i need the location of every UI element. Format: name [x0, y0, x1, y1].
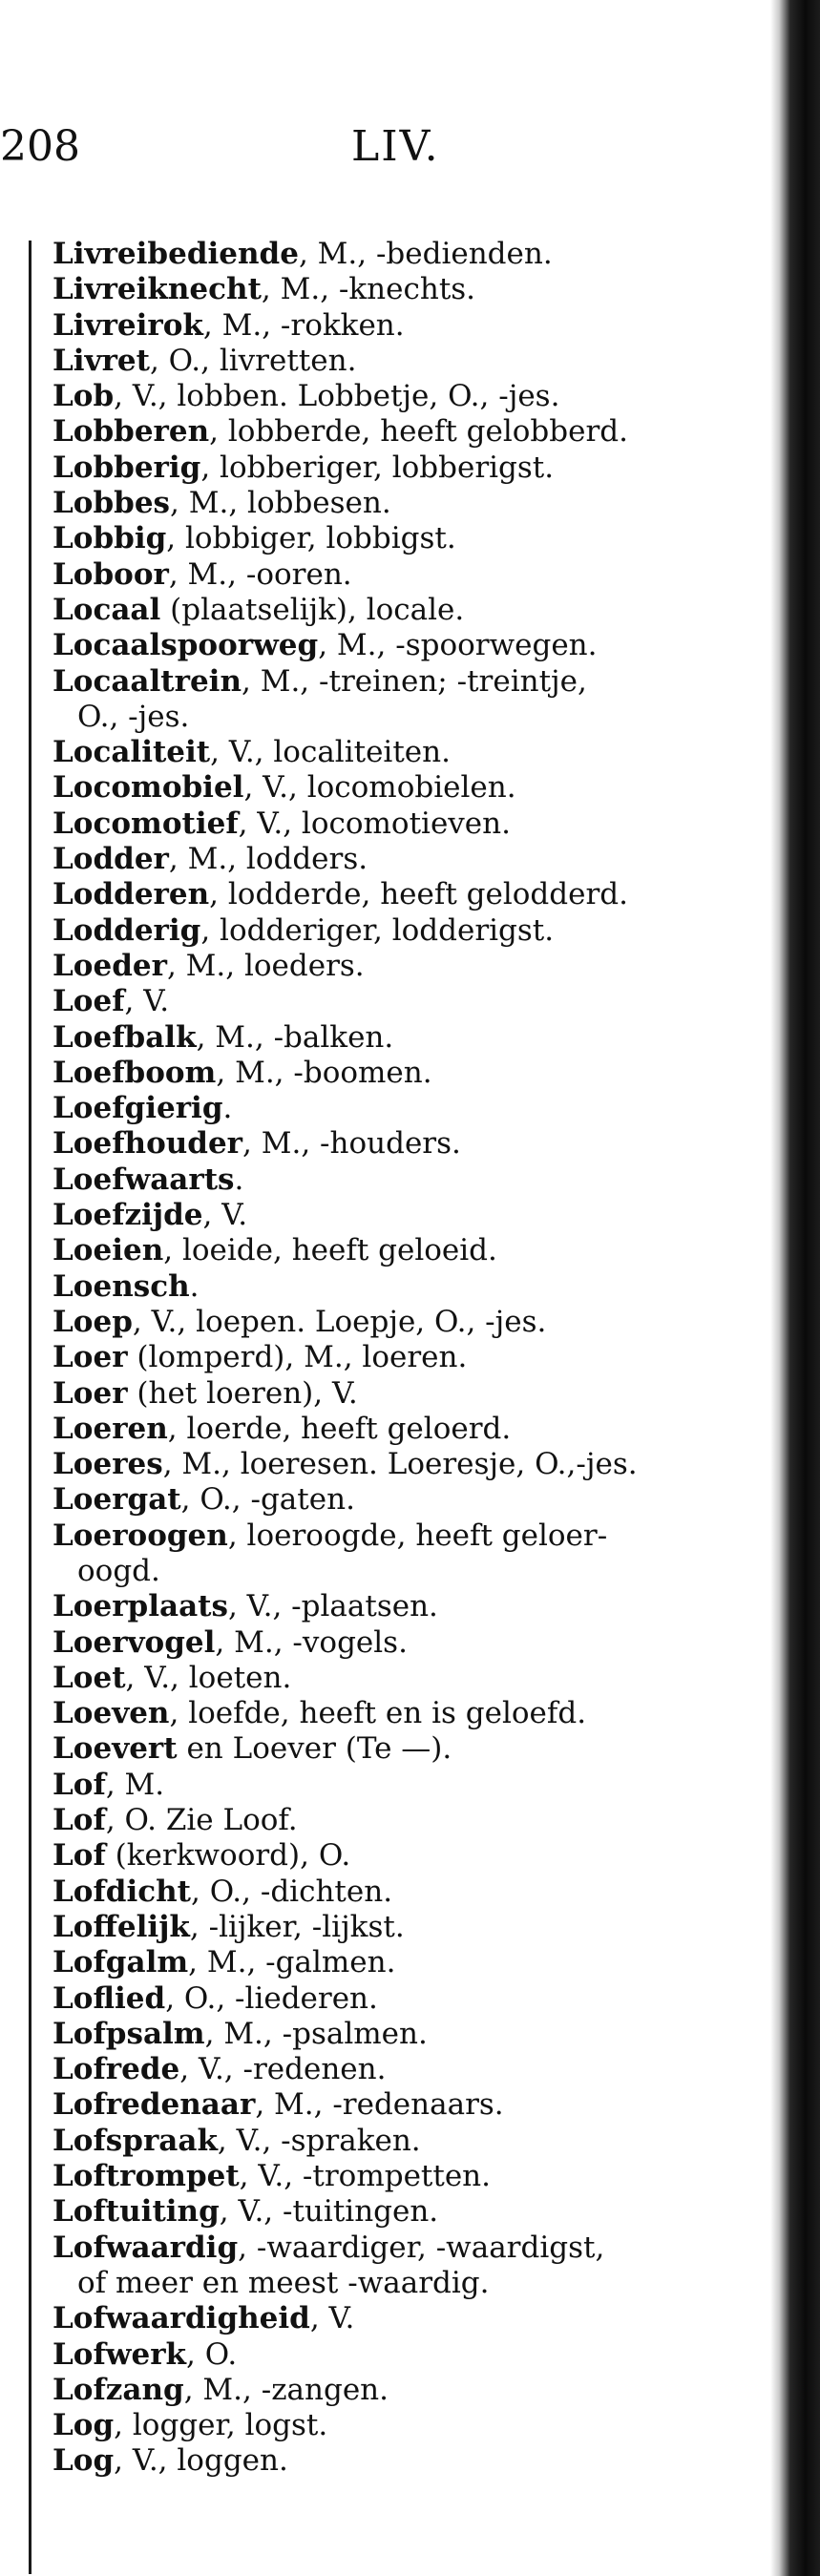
- entry-headword: Lofspraak: [53, 2123, 218, 2158]
- page-number: 208: [0, 122, 80, 171]
- dictionary-entry: [53, 1838, 759, 1874]
- entry-headword: Loefwaarts: [53, 1162, 235, 1197]
- entry-headword: Loefgierig: [53, 1091, 223, 1126]
- entry-definition: , V., localiteiten.: [210, 735, 451, 770]
- entry-continuation: oogd.: [77, 1553, 160, 1588]
- dictionary-entry: [53, 2017, 759, 2052]
- entry-headword: Loeder: [53, 948, 167, 983]
- entry-definition: (kerkwoord), O.: [105, 1838, 351, 1874]
- entry-definition: , logger, logst.: [114, 2408, 328, 2443]
- entry-definition: , O., livretten.: [149, 343, 357, 378]
- entry-headword: Log: [53, 2443, 115, 2479]
- dictionary-entry: [53, 1020, 759, 1056]
- entry-definition: , M., -boomen.: [216, 1055, 432, 1090]
- dictionary-entry: [53, 2408, 759, 2443]
- entry-headword: Loftrompet: [53, 2159, 240, 2194]
- entry-headword: Livreirok: [53, 307, 203, 343]
- entry-definition: , loefde, heeft en is geloefd.: [169, 1696, 587, 1731]
- entry-definition: , V., -plaatsen.: [227, 1589, 438, 1624]
- dictionary-entry: [53, 521, 759, 556]
- entry-headword: Lofgalm: [53, 1945, 189, 1980]
- dictionary-entry: [53, 414, 759, 450]
- entry-headword: Log: [53, 2408, 115, 2443]
- dictionary-entry: [53, 1696, 759, 1731]
- dictionary-entry: [53, 2443, 759, 2479]
- dictionary-entry: [53, 1518, 759, 1590]
- dictionary-entry: [53, 1625, 759, 1661]
- entry-headword: Lofwaardigheid: [53, 2301, 310, 2336]
- book-spine-shadow: [770, 0, 820, 2576]
- entry-definition: , lodderiger, lodderigst.: [200, 912, 555, 948]
- dictionary-entry: [53, 593, 759, 628]
- dictionary-entry: [53, 1803, 759, 1838]
- entry-headword: Locomobiel: [53, 770, 244, 806]
- entry-headword: Lobberig: [53, 450, 201, 485]
- entry-definition: , V., loggen.: [114, 2443, 288, 2479]
- entry-headword: Loevert: [53, 1731, 178, 1767]
- entry-headword: Locomotief: [53, 806, 239, 841]
- entry-headword: Loeroogen: [53, 1518, 228, 1553]
- entry-definition: (plaatselijk), locale.: [160, 592, 465, 627]
- entry-headword: Loer: [53, 1375, 128, 1411]
- entry-headword: Loervogel: [53, 1624, 216, 1660]
- entry-definition: , M.: [105, 1767, 165, 1802]
- entry-definition: , M., -houders.: [242, 1126, 461, 1162]
- dictionary-entry: [53, 2194, 759, 2230]
- entry-headword: Lof: [53, 1803, 106, 1838]
- dictionary-entry: [53, 628, 759, 663]
- entry-definition: , lobbiger, lobbigst.: [166, 521, 456, 556]
- entry-definition: , M., -vogels.: [215, 1624, 408, 1660]
- entry-headword: Loensch: [53, 1268, 190, 1304]
- dictionary-entry: [53, 842, 759, 877]
- dictionary-entry: [53, 1126, 759, 1162]
- dictionary-entry: [53, 308, 759, 344]
- dictionary-entry: [53, 1091, 759, 1126]
- dictionary-entry: [53, 1412, 759, 1447]
- dictionary-entry: [53, 2373, 759, 2408]
- entry-definition: .: [222, 1091, 233, 1126]
- entry-definition: , lodderde, heeft gelodderd.: [209, 877, 628, 912]
- column-rule: [29, 241, 32, 2574]
- entry-headword: Lodderig: [53, 912, 201, 948]
- entry-headword: Loefzijde: [53, 1198, 203, 1233]
- entry-headword: Loeven: [53, 1696, 170, 1731]
- dictionary-entry: [53, 1376, 759, 1412]
- entry-definition: , V., loeten.: [125, 1660, 292, 1695]
- entry-headword: Lobbes: [53, 486, 171, 521]
- entry-definition: , V.: [124, 984, 170, 1019]
- entry-headword: Loef: [53, 984, 125, 1019]
- dictionary-entry: [53, 949, 759, 984]
- entry-definition: , V., locomotieven.: [238, 806, 511, 841]
- entry-headword: Locaaltrein: [53, 663, 242, 699]
- dictionary-entry: [53, 1768, 759, 1803]
- dictionary-entry: [53, 1056, 759, 1091]
- dictionary-entry: [53, 272, 759, 307]
- entry-definition: , loeroogde, heeft geloer-: [227, 1518, 608, 1553]
- dictionary-entry: [53, 450, 759, 486]
- entry-headword: Loerplaats: [53, 1589, 228, 1624]
- dictionary-entry: [53, 2087, 759, 2123]
- entry-definition: (lomperd), M., loeren.: [127, 1340, 468, 1375]
- entry-definition: , M., loeresen. Loeresje, O.,-jes.: [162, 1447, 638, 1482]
- entry-headword: Lob: [53, 379, 115, 414]
- entry-definition: , V., loepen. Loepje, O., -jes.: [132, 1304, 547, 1339]
- dictionary-entry: [53, 2230, 759, 2302]
- dictionary-entry: [53, 984, 759, 1019]
- entry-definition: , M., -rokken.: [202, 307, 405, 343]
- entry-definition: .: [189, 1268, 200, 1304]
- entry-headword: Loftuiting: [53, 2194, 220, 2230]
- entry-definition: , M., -spoorwegen.: [318, 628, 598, 663]
- entry-headword: Loeres: [53, 1447, 163, 1482]
- entry-definition: , lobberde, heeft gelobberd.: [209, 414, 628, 450]
- dictionary-entry: [53, 1198, 759, 1233]
- entry-definition: , M., loeders.: [166, 948, 365, 983]
- entry-definition: , -lijker, -lijkst.: [189, 1909, 405, 1944]
- entry-headword: Localiteit: [53, 735, 211, 770]
- entry-definition: , -waardiger, -waardigst,: [238, 2230, 605, 2265]
- entry-definition: , M., -zangen.: [183, 2372, 389, 2407]
- entry-headword: Loep: [53, 1304, 133, 1339]
- entry-headword: Lodder: [53, 842, 169, 877]
- entry-definition: (het loeren), V.: [127, 1375, 358, 1411]
- entry-definition: , O., -liederen.: [165, 1980, 378, 2016]
- entry-headword: Loefboom: [53, 1055, 217, 1090]
- dictionary-entry: [53, 1447, 759, 1482]
- entry-headword: Lobberen: [53, 414, 210, 450]
- entry-continuation: of meer en meest -waardig.: [77, 2265, 490, 2300]
- entry-headword: Lofzang: [53, 2372, 184, 2407]
- entry-headword: Lofpsalm: [53, 2016, 205, 2051]
- dictionary-entry: [53, 1269, 759, 1305]
- entry-continuation: O., -jes.: [77, 699, 190, 734]
- entry-headword: Locaal: [53, 592, 161, 627]
- dictionary-entry: [53, 1482, 759, 1518]
- dictionary-entry: [53, 379, 759, 414]
- dictionary-entry: [53, 557, 759, 593]
- entry-definition: , M., -treinen; -treintje,: [242, 663, 587, 699]
- entry-headword: Loflied: [53, 1980, 166, 2016]
- entry-definition: , lobberiger, lobberigst.: [200, 450, 555, 485]
- entry-definition: , M., lodders.: [168, 842, 368, 877]
- entry-headword: Loer: [53, 1340, 128, 1375]
- entry-definition: , V., locomobielen.: [243, 770, 516, 806]
- entry-headword: Lofwaardig: [53, 2230, 239, 2265]
- entry-headword: Lof: [53, 1838, 106, 1874]
- dictionary-entry: [53, 2301, 759, 2336]
- dictionary-entry: [53, 1661, 759, 1696]
- dictionary-entry: [53, 1874, 759, 1910]
- entry-headword: Locaalspoorweg: [53, 628, 319, 663]
- entry-definition: , V., lobben. Lobbetje, O., -jes.: [114, 379, 560, 414]
- dictionary-entry: [53, 486, 759, 521]
- entry-headword: Loefbalk: [53, 1019, 197, 1055]
- entry-headword: Lobbig: [53, 521, 167, 556]
- entry-definition: , M., -psalmen.: [204, 2016, 428, 2051]
- entry-headword: Loboor: [53, 556, 169, 592]
- dictionary-entry: [53, 735, 759, 770]
- entry-definition: , M., -balken.: [196, 1019, 394, 1055]
- dictionary-entry: [53, 1305, 759, 1340]
- entry-headword: Loergat: [53, 1482, 181, 1518]
- entry-headword: Loeren: [53, 1411, 168, 1446]
- entry-definition: , O., -dichten.: [191, 1874, 393, 1909]
- entry-definition: , M., lobbesen.: [170, 486, 391, 521]
- entry-definition: , V., -tuitingen.: [219, 2194, 439, 2230]
- entry-definition: , loerde, heeft geloerd.: [167, 1411, 512, 1446]
- entry-headword: Lofrede: [53, 2052, 180, 2087]
- entry-definition: , M., -bedienden.: [298, 237, 553, 271]
- dictionary-entry: [53, 664, 759, 736]
- entry-headword: Loet: [53, 1660, 126, 1695]
- running-head: LIV.: [351, 122, 440, 171]
- entry-headword: Loffelijk: [53, 1909, 190, 1944]
- entry-definition: .: [234, 1162, 244, 1197]
- entry-headword: Loefhouder: [53, 1126, 243, 1162]
- entry-headword: Lofredenaar: [53, 2087, 256, 2123]
- entry-headword: Lofdicht: [53, 1874, 191, 1909]
- dictionary-entry: [53, 1910, 759, 1945]
- entry-headword: Livreiknecht: [53, 272, 262, 307]
- entry-definition: , O.: [186, 2336, 238, 2372]
- entry-definition: , loeide, heeft geloeid.: [163, 1233, 497, 1268]
- entry-headword: Lodderen: [53, 877, 210, 912]
- entry-definition: , V.: [202, 1198, 248, 1233]
- entry-headword: Loeien: [53, 1233, 164, 1268]
- entry-definition: , V., -trompetten.: [239, 2159, 491, 2194]
- entry-definition: , M., -redenaars.: [255, 2087, 504, 2123]
- dictionary-entry: [53, 877, 759, 912]
- entry-definition: , M., -ooren.: [168, 556, 352, 592]
- dictionary-entry: [53, 770, 759, 806]
- entry-headword: Lofwerk: [53, 2336, 187, 2372]
- entry-headword: Livreibediende: [53, 237, 299, 271]
- dictionary-entry: [53, 1162, 759, 1198]
- entry-definition: , V., -redenen.: [179, 2052, 387, 2087]
- entry-definition: en Loever (Te —).: [177, 1731, 452, 1767]
- entry-definition: , V.: [309, 2301, 355, 2336]
- dictionary-entry: [53, 344, 759, 379]
- dictionary-entry: [53, 1589, 759, 1624]
- dictionary-entry: [53, 806, 759, 842]
- dictionary-entry: [53, 1731, 759, 1767]
- dictionary-entry: [53, 1945, 759, 1980]
- entry-definition: , V., -spraken.: [217, 2123, 421, 2158]
- dictionary-entry: [53, 2337, 759, 2373]
- dictionary-entry: [53, 1981, 759, 2017]
- entry-definition: , O. Zie Loof.: [105, 1803, 298, 1838]
- entry-headword: Livret: [53, 343, 150, 378]
- dictionary-entry-list: [53, 237, 759, 2480]
- dictionary-entry: [53, 1340, 759, 1375]
- entry-definition: , M., -galmen.: [188, 1945, 396, 1980]
- dictionary-entry: [53, 2159, 759, 2194]
- entry-headword: Lof: [53, 1767, 106, 1802]
- dictionary-entry: [53, 1233, 759, 1268]
- page-header: [0, 122, 820, 179]
- dictionary-entry: [53, 913, 759, 949]
- entry-definition: , O., -gaten.: [180, 1482, 355, 1518]
- dictionary-entry: [53, 2052, 759, 2087]
- dictionary-entry: [53, 237, 759, 272]
- entry-definition: , M., -knechts.: [261, 272, 476, 307]
- dictionary-entry: [53, 2124, 759, 2159]
